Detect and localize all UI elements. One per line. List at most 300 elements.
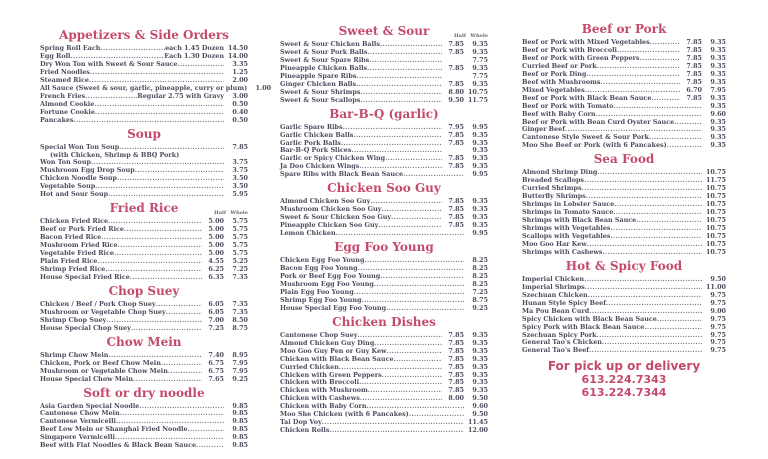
price: 11.45: [467, 418, 488, 427]
menu-item: [40, 442, 248, 450]
leader-dots: [94, 101, 224, 109]
item-name: Bacon Egg Foo Young: [280, 264, 358, 273]
leader-dots: [378, 222, 442, 230]
price-half: 7.85: [448, 213, 464, 222]
item-name: Won Ton Soup: [40, 158, 91, 167]
price: 9.75: [710, 290, 726, 299]
price-whole: 7.95: [232, 366, 248, 375]
price-half: 7.85: [448, 338, 464, 347]
price: 10.75: [705, 239, 726, 248]
item-name: Shrimps with Cashews: [522, 247, 603, 256]
price-half: 7.85: [448, 154, 464, 163]
pickup-delivery-text: For pick up or delivery: [547, 359, 701, 374]
price-whole: 9.35: [472, 386, 488, 395]
section-heading-bar-b-q-garlic: [280, 107, 488, 121]
item-name: Garlic or Spicy Chicken Wing: [280, 154, 386, 163]
price-half: 7.85: [448, 197, 464, 206]
leader-dots: [133, 376, 202, 384]
section-title: Appetizers & Side Orders: [59, 28, 229, 42]
price-half: 7.85: [448, 40, 464, 48]
price-whole: 8.50: [232, 315, 248, 324]
price: 9.35: [710, 141, 726, 150]
leader-dots: [341, 140, 442, 148]
item-name: Scallops with Vegetables: [522, 231, 611, 240]
price: 9.35: [710, 133, 726, 142]
price-whole: 7.35: [232, 307, 248, 316]
price-whole: 9.25: [232, 374, 248, 383]
price-half: 4.55: [208, 257, 224, 266]
item-name: Pineapple Chicken Soo Guy: [280, 221, 379, 230]
leader-dots: [603, 249, 703, 257]
item-name: Almond Cookie: [40, 99, 95, 108]
price: 9.35: [710, 101, 726, 110]
price: 0.40: [232, 107, 248, 116]
price-half: 5.00: [208, 217, 224, 226]
price-whole: 7.35: [232, 272, 248, 281]
item-name: Garlic Pork Balls: [280, 138, 341, 147]
item-note: Regular 2.75 with Gravy: [137, 91, 224, 100]
price-whole: 5.75: [232, 225, 248, 234]
price-half: 7.85: [448, 79, 464, 88]
item-name: Pancakes: [40, 115, 74, 124]
item-name: Moo Goo Guy Pen or Guy Kew: [280, 346, 387, 355]
price-size-headers: [204, 206, 248, 220]
contact-block: [522, 359, 726, 399]
item-name: Chicken with Green Peppers: [280, 370, 382, 379]
leader-dots: [382, 372, 442, 380]
item-name: General Tao's Beef: [522, 346, 590, 355]
price: 9.50: [472, 410, 488, 419]
price: 9.85: [232, 441, 248, 450]
section-title: Chop Suey: [108, 283, 180, 298]
leader-dots: [95, 109, 224, 117]
leader-dots: [360, 395, 442, 403]
price-whole: 9.35: [472, 338, 488, 347]
price: 10.75: [705, 216, 726, 225]
item-name: Mushroom or Vegetable Chow Mein: [40, 366, 168, 375]
price-whole: 9.35: [472, 154, 488, 163]
menu-item: [40, 325, 248, 333]
price-half: 6.75: [208, 366, 224, 375]
leader-dots: [385, 155, 442, 163]
price-whole: 9.35: [472, 362, 488, 371]
leader-dots: [587, 241, 702, 249]
item-name: Cantonese Style Sweet & Sour Pork: [522, 133, 649, 142]
leader-dots: [196, 442, 224, 450]
section-heading-egg-foo-young: [280, 240, 488, 254]
section-heading-fried-rice: [40, 201, 248, 215]
item-name: Shrimp Fried Rice: [40, 264, 106, 273]
price-half: 7.85: [686, 93, 702, 102]
item-name: Beef Low Mein or Shanghai Fried Noodle: [40, 425, 188, 434]
item-name: Almond Shrimp Ding: [522, 168, 598, 177]
item-name: Ginger Chicken Balls: [280, 79, 357, 88]
price-whole: 7.75: [472, 71, 488, 80]
item-name: Curried Chicken: [280, 362, 339, 371]
price: 5.95: [232, 190, 248, 199]
item-name: Pineapple Chicken Balls: [280, 63, 368, 72]
price: 8.25: [472, 271, 488, 280]
menu-item: [280, 305, 488, 313]
price-whole: 8.75: [232, 323, 248, 332]
price-half: 7.85: [448, 330, 464, 339]
price-whole: 5.75: [232, 241, 248, 250]
price-half: 7.85: [686, 77, 702, 86]
price: 9.75: [710, 338, 726, 347]
price-whole: 7.95: [710, 85, 726, 94]
item-name: Ja Doo Chicken Wings: [280, 162, 360, 171]
price: 10.75: [705, 231, 726, 240]
leader-dots: [188, 426, 224, 434]
leader-dots: [582, 185, 702, 193]
menu-column-3: [522, 20, 726, 399]
item-name: Beef or Pork with Tomato: [522, 101, 614, 110]
leader-dots: [120, 410, 224, 418]
price: 11.75: [705, 176, 726, 185]
item-name: Beef or Pork with Bean Curd Oyster Sauce: [522, 117, 675, 126]
price: 7.85: [232, 142, 248, 151]
price: 10.75: [705, 184, 726, 193]
item-name: Lemon Chicken: [280, 229, 336, 238]
price-whole: 9.35: [710, 77, 726, 86]
menu-item: [40, 274, 248, 282]
price: 9.85: [232, 433, 248, 442]
leader-dots: [597, 332, 702, 340]
leader-dots: [613, 103, 702, 111]
price-half: 7.00: [208, 315, 224, 324]
price-whole: 5.75: [232, 233, 248, 242]
price: 9.35: [710, 117, 726, 126]
price-whole: 9.95: [472, 122, 488, 131]
leader-dots: [409, 411, 464, 419]
item-name: Chicken Rolls: [280, 426, 330, 435]
price-whole: 5.75: [232, 217, 248, 226]
item-name: Vegetable Soup: [40, 182, 96, 191]
item-name: Shrimp Egg Foo Young: [280, 295, 362, 304]
price-whole: 9.35: [472, 130, 488, 139]
leader-dots: [380, 273, 464, 281]
item-name: Beef or Pork with Mixed Vegetables: [522, 38, 650, 46]
item-name: Mushroom or Vegetable Chop Suey: [40, 307, 166, 316]
leader-dots: [644, 324, 702, 332]
item-name: Special Won Ton Soup: [40, 142, 120, 151]
price: 1.25: [232, 67, 248, 76]
item-name: Almond Chicken Guy Ding: [280, 338, 375, 347]
item-name: Cantonese Chow Mein: [40, 409, 120, 418]
leader-dots: [329, 427, 464, 435]
price-half: 6.05: [208, 307, 224, 316]
menu-item: [40, 144, 248, 152]
leader-dots: [168, 368, 202, 376]
leader-dots: [114, 250, 202, 258]
item-name: Tai Dop Voy: [280, 418, 322, 427]
item-name: Hot and Sour Soup: [40, 190, 109, 199]
phone-number-1[interactable]: 613.224.7343: [581, 373, 667, 387]
price-whole: 7.95: [232, 358, 248, 367]
section-title: Egg Foo Young: [334, 240, 434, 255]
leader-dots: [336, 230, 464, 238]
price-half: 7.65: [208, 374, 224, 383]
half-label: Half: [453, 33, 466, 39]
item-name: Spare Ribs with Black Bean Sauce: [280, 170, 404, 179]
menu-item: [40, 117, 248, 125]
item-name: Bar-B-Q Pork Slices: [280, 146, 352, 155]
leader-dots: [367, 49, 442, 57]
price: 14.00: [227, 51, 248, 60]
price-half: 6.05: [208, 299, 224, 308]
item-name: Fried Noodles: [40, 67, 90, 76]
price-half: 7.85: [686, 69, 702, 78]
price: 9.75: [710, 322, 726, 331]
item-note: Each 1.30 Dozen: [164, 51, 224, 60]
price: 9.60: [472, 402, 488, 411]
price-whole: 7.35: [232, 299, 248, 308]
leader-dots: [119, 144, 224, 152]
price-whole: 9.35: [472, 138, 488, 147]
menu-item: [522, 347, 726, 355]
item-name: Chicken, Pork or Beef Chow Mein: [40, 358, 161, 367]
leader-dots: [386, 305, 464, 313]
price: 8.25: [472, 279, 488, 288]
leader-dots: [597, 63, 680, 71]
item-name: Chicken Noodle Soup: [40, 174, 117, 183]
price-whole: 8.95: [232, 350, 248, 359]
price: 0.50: [232, 115, 248, 124]
section-heading-sea-food: [522, 152, 726, 166]
whole-label: Whole: [470, 33, 488, 39]
item-name: House Special Chow Mein: [40, 374, 134, 383]
item-name: Curried Shrimps: [522, 184, 582, 193]
item-name: Shrimps with Black Bean Sauce: [522, 216, 637, 225]
price-whole: 9.35: [710, 61, 726, 70]
price-half: 7.85: [448, 354, 464, 363]
item-name: Egg Roll: [40, 51, 71, 60]
price-whole: 9.35: [472, 221, 488, 230]
price: 8.75: [472, 295, 488, 304]
price: 11.00: [705, 282, 726, 291]
leader-dots: [674, 119, 702, 127]
leader-dots: [74, 117, 224, 125]
price-half: 8.00: [448, 394, 464, 403]
price-whole: 9.35: [472, 205, 488, 214]
leader-dots: [585, 284, 702, 292]
price-whole: 9.35: [472, 162, 488, 171]
price-half: 6.75: [208, 358, 224, 367]
price: 10.75: [705, 224, 726, 233]
price-half: 7.85: [448, 370, 464, 379]
price-half: 7.85: [686, 61, 702, 70]
leader-dots: [359, 379, 442, 387]
menu-item: [280, 230, 488, 238]
price: 9.85: [232, 425, 248, 434]
price-half: 6.25: [208, 264, 224, 273]
section-heading-beef-or-pork: [522, 22, 726, 36]
price-whole: 9.35: [710, 45, 726, 54]
leader-dots: [650, 39, 680, 47]
leader-dots: [611, 225, 703, 233]
leader-dots: [130, 274, 202, 282]
price: 9.00: [710, 306, 726, 315]
price-whole: 9.35: [472, 213, 488, 222]
price: 3.35: [232, 59, 248, 68]
price: 9.95: [472, 229, 488, 238]
item-name: Garlic Chicken Balls: [280, 130, 354, 139]
price-half: 7.85: [448, 221, 464, 230]
leader-dots: [166, 309, 202, 317]
leader-dots: [367, 65, 442, 73]
item-name: Szechuan Chicken: [522, 290, 588, 299]
price: 2.00: [232, 75, 248, 84]
price-whole: 11.75: [467, 95, 488, 104]
price-half: 9.50: [448, 95, 464, 104]
leader-dots: [394, 356, 442, 364]
item-name: Pineapple Spare Ribs: [280, 71, 357, 80]
section-heading-hot-spicy-food: [522, 259, 726, 273]
item-name: Fortune Cookie: [40, 107, 95, 116]
item-name: Chicken with Mushroom: [280, 386, 368, 395]
price-whole: 9.35: [472, 354, 488, 363]
price-half: 7.85: [448, 205, 464, 214]
section-heading-chicken-soo-guy: [280, 181, 488, 195]
price: 10.75: [705, 168, 726, 177]
price-half: 6.70: [686, 85, 702, 94]
item-name: Beef or Pork with Green Peppers: [522, 53, 640, 62]
leader-dots: [100, 45, 165, 53]
item-name: Spicy Chicken with Black Bean Sauce: [522, 314, 657, 323]
item-name: Beef with Baby Corn: [522, 109, 596, 118]
item-name: Breaded Scallops: [522, 176, 585, 185]
leader-dots: [368, 387, 442, 395]
price: 9.95: [472, 170, 488, 179]
price-half: 7.85: [448, 346, 464, 355]
item-name: House Special Fried Rice: [40, 272, 130, 281]
price-half: 7.85: [686, 38, 702, 46]
item-note: each 1.45 Dozen: [165, 44, 224, 52]
item-name: House Special Chop Suey: [40, 323, 131, 332]
leader-dots: [356, 81, 442, 89]
price: 9.50: [710, 274, 726, 283]
leader-dots: [403, 171, 464, 179]
item-name: Chicken Egg Foo Young: [280, 256, 365, 265]
item-name: Moo Goo Har Kew: [522, 239, 587, 248]
price: 3.50: [232, 182, 248, 191]
section-heading-chicken-dishes: [280, 315, 488, 329]
section-heading-soup: [40, 127, 248, 141]
leader-dots: [636, 217, 702, 225]
price-whole: 9.35: [710, 38, 726, 46]
section-title: Soup: [127, 126, 161, 141]
leader-dots: [657, 316, 702, 324]
item-name: Shrimp Chow Mein: [40, 350, 109, 359]
section-title: Chicken Soo Guy: [327, 181, 441, 196]
leader-dots: [95, 183, 224, 191]
leader-dots: [584, 276, 702, 284]
price: 3.50: [232, 174, 248, 183]
leader-dots: [667, 142, 702, 150]
price: 10.75: [705, 247, 726, 256]
item-name: Beef or Pork Fried Rice: [40, 225, 124, 234]
price: 12.00: [467, 426, 488, 435]
leader-dots: [651, 95, 680, 103]
leader-dots: [370, 198, 442, 206]
item-name: Butterfly Shrimps: [522, 192, 586, 201]
price-whole: 9.35: [472, 146, 488, 155]
price: 3.75: [232, 166, 248, 175]
price-half: 7.85: [448, 362, 464, 371]
price: 9.35: [710, 125, 726, 134]
menu-item: [280, 427, 488, 435]
price-half: 7.85: [448, 63, 464, 72]
item-name: Mushroom Egg Drop Soup: [40, 166, 135, 175]
section-title: Fried Rice: [109, 201, 179, 216]
item-name: Pork or Beef Egg Foo Young: [280, 271, 381, 280]
price-whole: 9.35: [472, 63, 488, 72]
leader-dots: [343, 124, 442, 132]
price-whole: 5.25: [232, 257, 248, 266]
section-title: Chow Mein: [106, 334, 182, 349]
leader-dots: [597, 169, 702, 177]
leader-dots: [610, 233, 702, 241]
phone-number-2[interactable]: 613.224.7344: [581, 386, 667, 400]
section-title: Sweet & Sour: [338, 24, 430, 38]
price-whole: 10.75: [467, 87, 488, 96]
item-name: Sweet & Sour Pork Balls: [280, 47, 368, 56]
item-name: Almond Chicken Soo Guy: [280, 197, 371, 206]
price-half: 5.00: [208, 241, 224, 250]
section-title: Bar-B-Q (garlic): [329, 106, 439, 121]
price-half: 7.85: [686, 53, 702, 62]
menu-item: [40, 376, 248, 384]
leader-dots: [118, 242, 202, 250]
price: 3.75: [232, 158, 248, 167]
price-whole: 9.35: [472, 370, 488, 379]
item-name: Sweet & Sour Shrimps: [280, 87, 361, 96]
item-name: Shrimps in Lobster Sauce: [522, 200, 615, 209]
price-whole: 9.35: [472, 346, 488, 355]
price: 9.85: [232, 409, 248, 418]
leader-dots: [139, 403, 224, 411]
item-name: Chicken with Cashews: [280, 394, 360, 403]
item-name: Beef with Mushrooms: [522, 77, 601, 86]
item-name: Sweet & Sour Scallops: [280, 95, 361, 104]
menu-column-2: [280, 22, 488, 435]
item-name: Mushroom Chicken Soo Guy: [280, 205, 382, 214]
leader-dots: [356, 73, 442, 81]
price-half: 7.85: [448, 130, 464, 139]
price-half: 7.40: [208, 350, 224, 359]
section-title: Beef or Pork: [581, 22, 667, 36]
item-name: Steamed Rice: [40, 75, 89, 84]
price-half: 7.85: [686, 45, 702, 54]
leader-dots: [135, 167, 224, 175]
item-name: Beef with Flat Noodles & Black Bean Sauce: [40, 441, 197, 450]
item-name: Shrimps with Vegetables: [522, 224, 611, 233]
item-name: All Sauce (Sweet & sour, garlic, pineapple, curry or plum): [40, 83, 248, 92]
menu-column-1: [40, 26, 272, 450]
price-whole: 5.75: [232, 249, 248, 258]
leader-dots: [391, 214, 442, 222]
leader-dots: [602, 339, 702, 347]
item-name: Sweet & Sour Spare Ribs: [280, 55, 370, 64]
item-name: French Fries: [40, 91, 86, 100]
price: 0.50: [232, 99, 248, 108]
price-whole: 7.75: [472, 55, 488, 64]
price-half: 6.35: [208, 272, 224, 281]
item-name: General Tao's Chicken: [522, 338, 602, 347]
item-name: Beef or Pork Ding: [522, 69, 587, 78]
menu-item: [522, 249, 726, 257]
menu-item: [522, 142, 726, 150]
